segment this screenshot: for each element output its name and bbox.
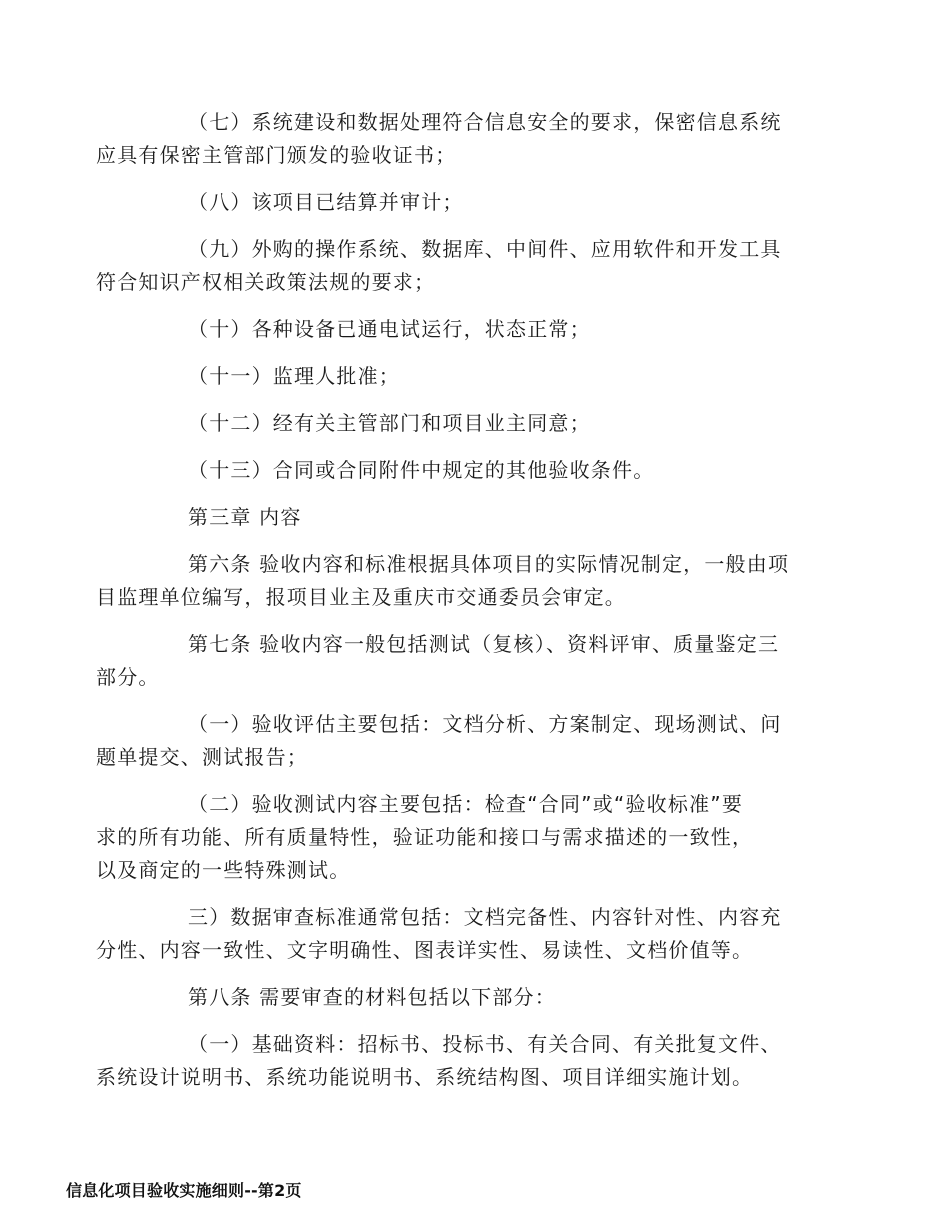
paragraph-line: 部分。 (96, 665, 160, 689)
paragraph (96, 233, 832, 299)
paragraph-line: 第七条 验收内容一般包括测试（复核）、资料评审、质量鉴定三 (188, 632, 780, 656)
paragraph-line: 求的所有功能、所有质量特性，验证功能和接口与需求描述的一致性， (96, 825, 754, 849)
paragraph (142, 981, 832, 1014)
paragraph (142, 454, 832, 487)
paragraph-line: 符合知识产权相关政策法规的要求； (96, 270, 436, 294)
page-footer: 信息化项目验收实施细则--第2页 (66, 1181, 302, 1200)
paragraph-line: （一）基础资料：招标书、投标书、有关合同、有关批复文件、 (188, 1032, 782, 1056)
paragraph-line: 分性、内容一致性、文字明确性、图表详实性、易读性、文档价值等。 (96, 938, 754, 962)
paragraph (142, 313, 832, 346)
paragraph-line: 以及商定的一些特殊测试。 (96, 858, 351, 882)
paragraph-line: 三）数据审查标准通常包括：文档完备性、内容针对性、内容充 (188, 905, 782, 929)
paragraph (142, 501, 832, 534)
paragraph-line: （十三）合同或合同附件中规定的其他验收条件。 (188, 458, 655, 482)
paragraph (142, 186, 832, 219)
paragraph-line: （十）各种设备已通电试运行，状态正常； (188, 317, 591, 341)
paragraph-line: （九）外购的操作系统、数据库、中间件、应用软件和开发工具 (188, 237, 782, 261)
paragraph (96, 901, 832, 967)
paragraph-line: 应具有保密主管部门颁发的验收证书； (96, 143, 457, 167)
paragraph (142, 360, 832, 393)
paragraph-line: 系统设计说明书、系统功能说明书、系统结构图、项目详细实施计划。 (96, 1065, 754, 1089)
paragraph-line: （二）验收测试内容主要包括：检查“合同”或“验收标准”要 (188, 792, 744, 816)
paragraph-line: 第八条 需要审查的材料包括以下部分： (188, 985, 556, 1009)
paragraph-line: 目监理单位编写，报项目业主及重庆市交通委员会审定。 (96, 585, 626, 609)
paragraph-line: （十二）经有关主管部门和项目业主同意； (188, 411, 591, 435)
paragraph (96, 106, 832, 172)
paragraph (96, 548, 832, 614)
paragraph-line: 题单提交、测试报告； (96, 745, 308, 769)
paragraph (96, 788, 832, 887)
paragraph (96, 628, 832, 694)
paragraph (96, 1028, 832, 1094)
paragraph-line: （一）验收评估主要包括：文档分析、方案制定、现场测试、问 (188, 712, 782, 736)
paragraph-line: 第三章 内容 (188, 505, 302, 529)
paragraph-line: （七）系统建设和数据处理符合信息安全的要求，保密信息系统 (188, 110, 782, 134)
document-body (96, 106, 832, 1108)
paragraph-line: （十一）监理人批准； (188, 364, 400, 388)
paragraph (96, 708, 832, 774)
paragraph-line: （八）该项目已结算并审计； (188, 190, 464, 214)
paragraph-line: 第六条 验收内容和标准根据具体项目的实际情况制定，一般由项 (188, 552, 790, 576)
paragraph (142, 407, 832, 440)
